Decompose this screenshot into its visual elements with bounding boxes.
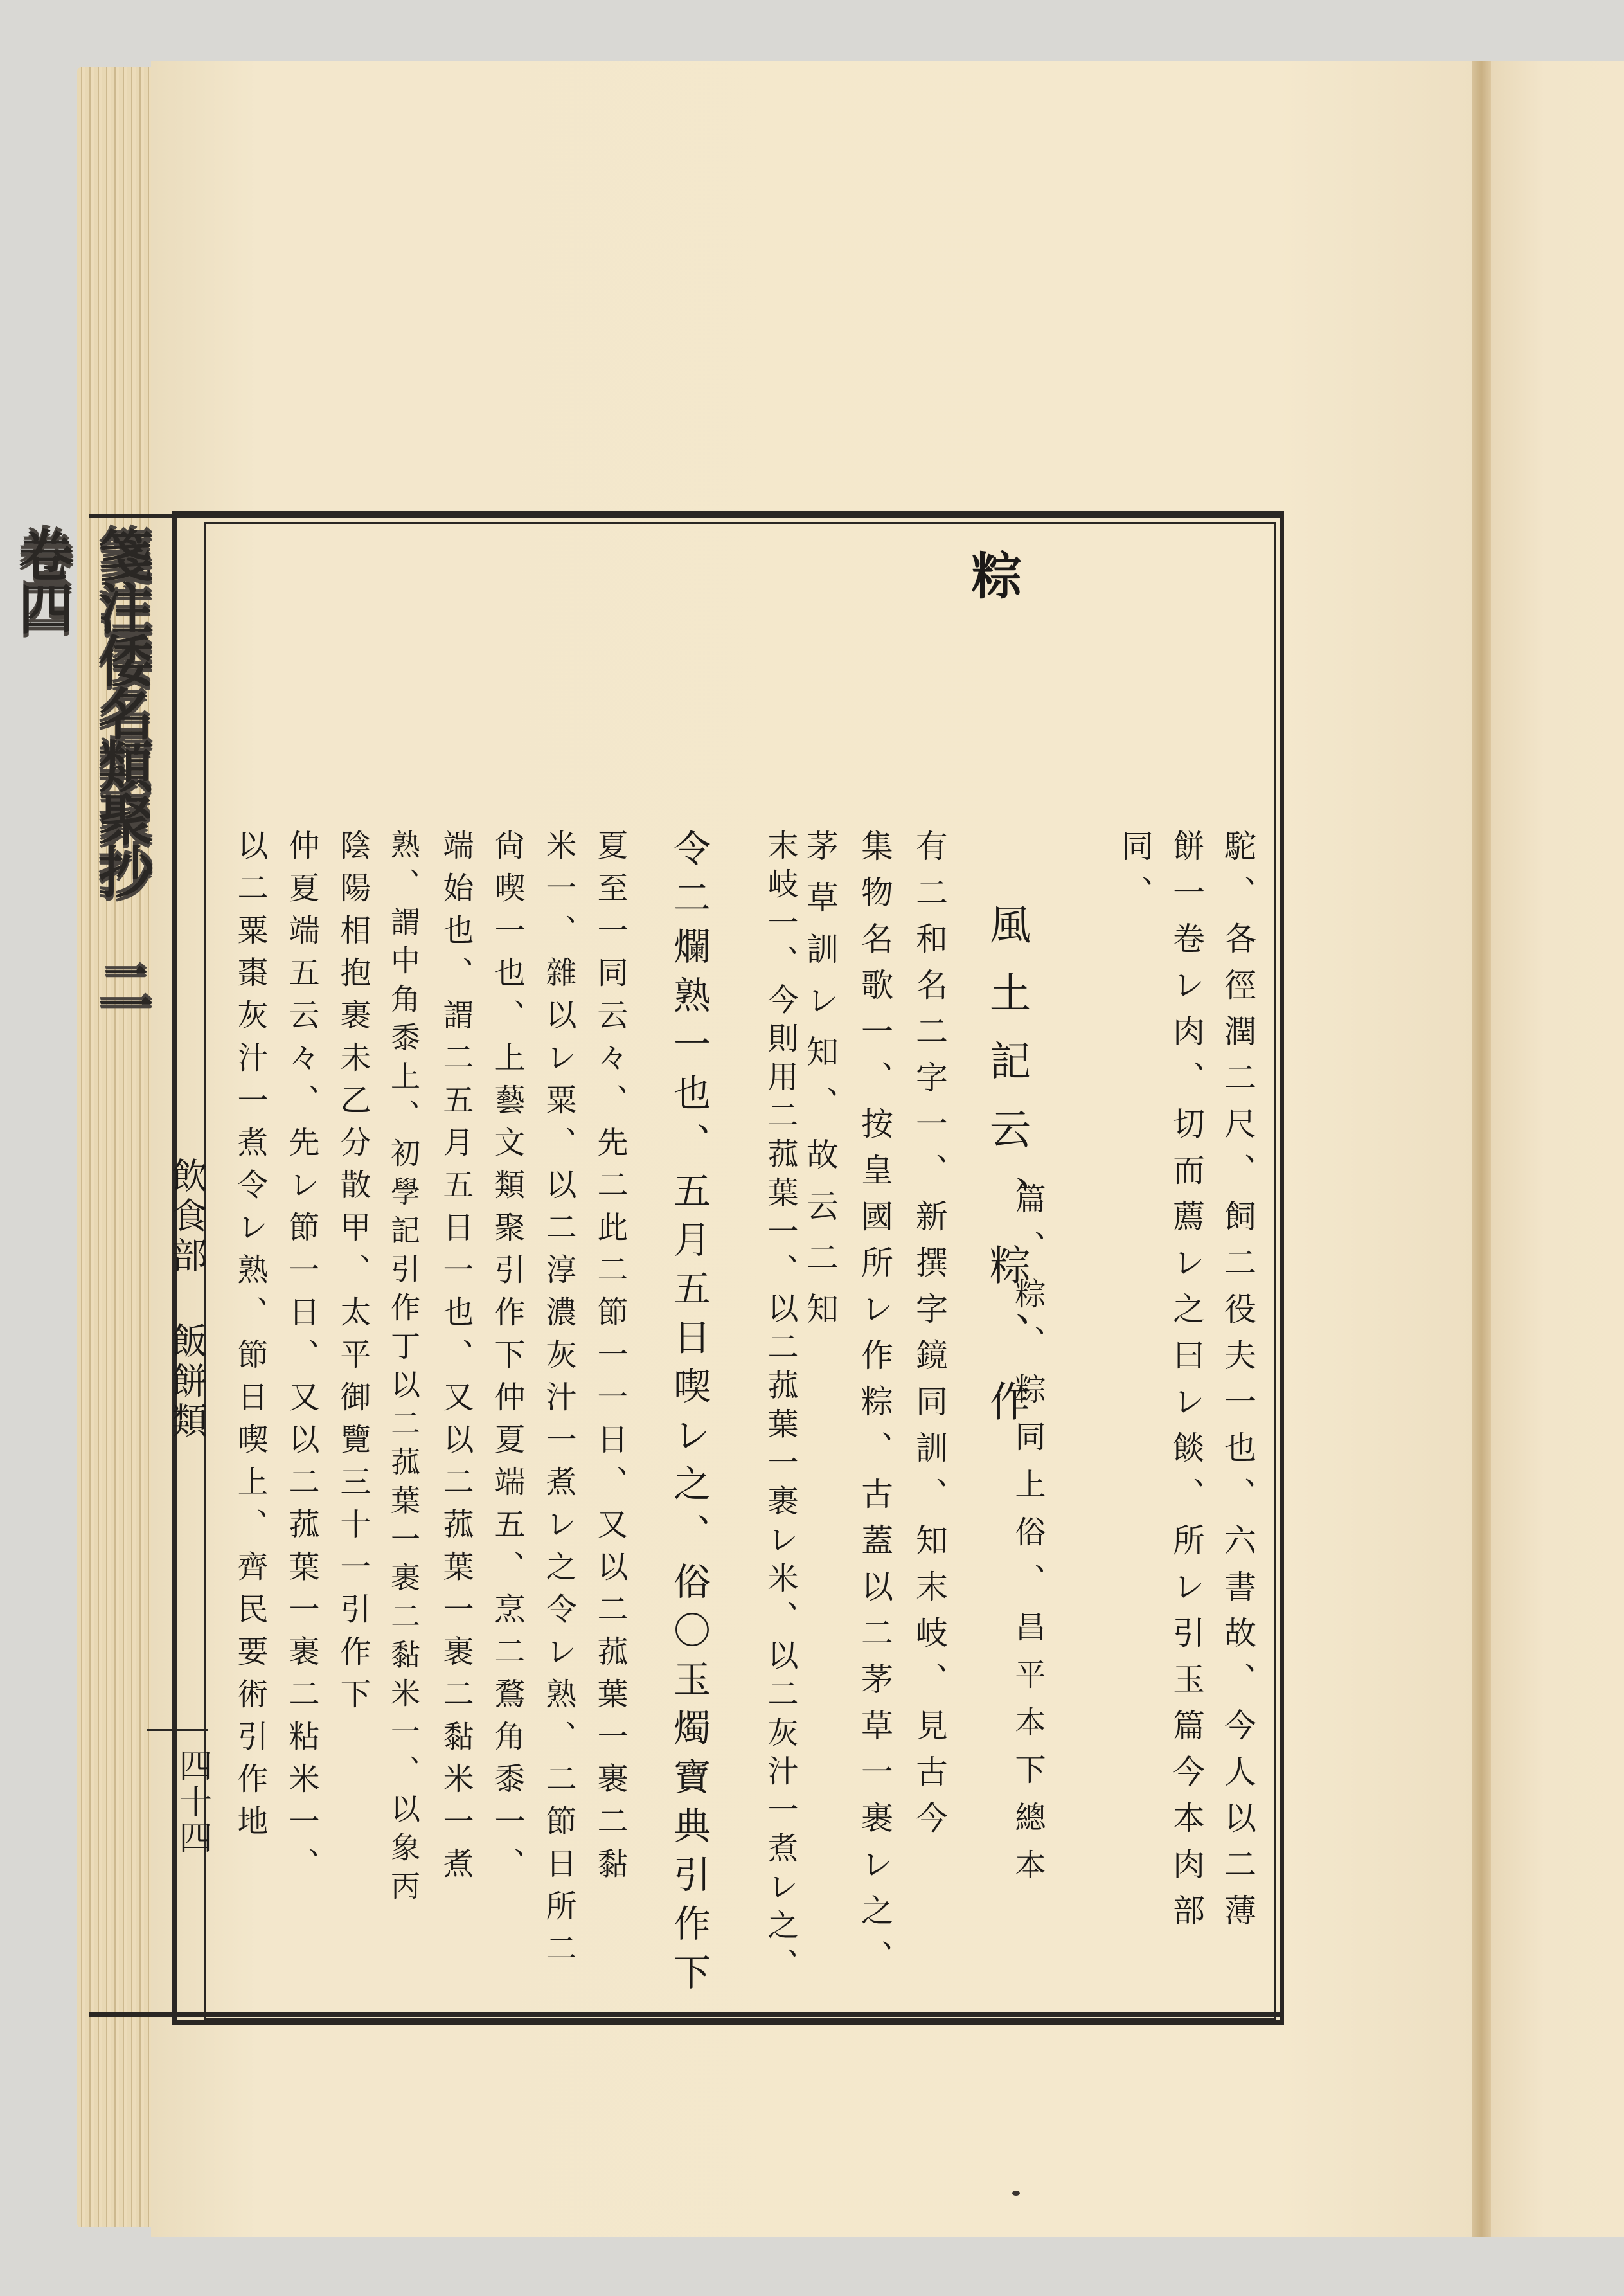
- text-column-15: 陰陽相抱裹未乙分散甲、太平御覽三十一引作下: [335, 829, 371, 1720]
- text-column-7: 茅草訓レ知、故云二知: [801, 829, 839, 1343]
- running-title: 箋注倭名類聚抄 二 卷四: [9, 527, 154, 1011]
- text-column-13: 端始也、謂二五月五日一也、又以二菰葉一裹二黏米一煮: [438, 829, 474, 1890]
- text-column-2: 餅一卷レ肉、切而薦レ之曰レ餤、所レ引玉篇今本肉部: [1168, 829, 1205, 1940]
- page-number-rule: [147, 1729, 208, 1731]
- text-column-6: 集物名歌一、按皇國所レ作粽、古蓋以二茅草一裹レ之、: [856, 829, 893, 1986]
- text-column-16: 仲夏端五云々、先レ節一日、又以二菰葉一裹二粘米一、: [283, 829, 319, 1890]
- entry-heading: 粽: [963, 550, 1022, 600]
- ink-speck: [1012, 2191, 1020, 2196]
- page-number: 四十四: [173, 1748, 211, 1856]
- text-column-11: 米一、雜以レ粟、以二淳濃灰汁一煮レ之令レ熟、二節日所二: [540, 829, 576, 1975]
- text-column-9: 令二爛熟一也、五月五日喫レ之、俗〇玉燭寶典引作下: [667, 829, 711, 2002]
- text-column-1: 駝、各徑潤二尺、飼二役夫一也、六書故、今人以二薄: [1219, 829, 1256, 1940]
- text-column-4: 風土記云、粽、作: [983, 903, 1030, 1448]
- page-edges: [9, 67, 161, 2227]
- text-column-14: 熟、謂中角黍上、初學記引作丁以二菰葉一裹二黏米一、以象丙: [386, 829, 421, 1909]
- text-column-5: 有二和名二字一、新撰字鏡同訓、知末岐、見古今: [911, 829, 948, 1847]
- facing-page: [1491, 61, 1624, 2237]
- text-column-17: 以二粟棗灰汁一煮令レ熟、節日喫上、齊民要術引作地: [232, 829, 268, 1847]
- text-column-4b: 篇、粽、粽同上俗、昌平本下總本: [1010, 1183, 1046, 1896]
- text-column-3: 同、: [1116, 829, 1154, 922]
- text-column-10: 夏至一同云々、先二此二節一一日、又以二菰葉一裹二黏: [592, 829, 628, 1890]
- page-gutter: [1472, 61, 1491, 2237]
- text-column-8: 末岐一、今則用二菰葉一、以二菰葉一裹レ米、以二灰汁一煮レ之、: [762, 829, 798, 1986]
- section-label: 飲食部 飯餅類: [166, 1157, 208, 1442]
- text-column-12: 尙喫一也、上藝文類聚引作下仲夏端五、烹二鶩角黍一、: [489, 829, 525, 1890]
